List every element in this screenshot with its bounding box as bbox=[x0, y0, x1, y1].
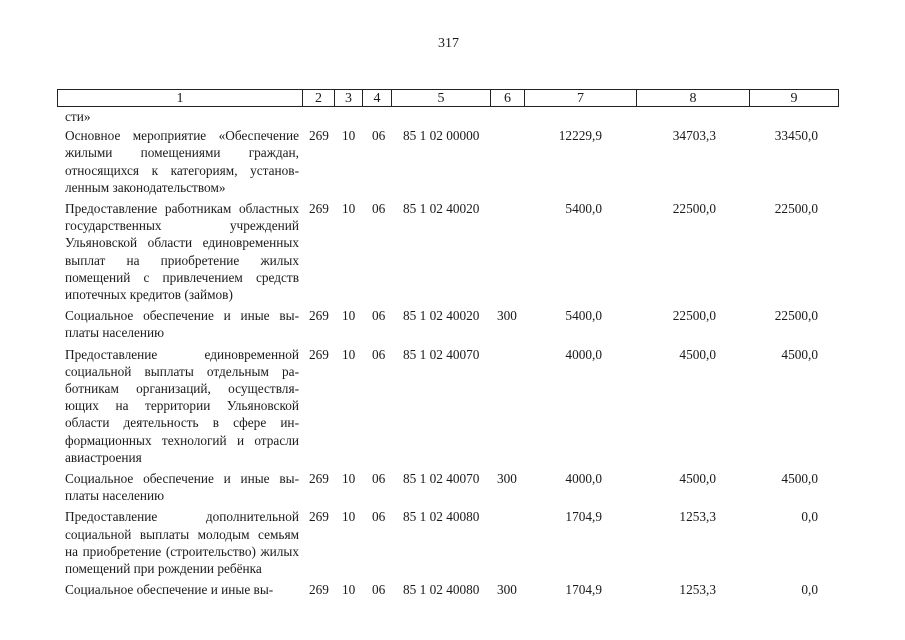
row-col-4: 06 bbox=[372, 201, 386, 217]
row-col-8: 22500,0 bbox=[672, 308, 716, 324]
row-col-7: 4000,0 bbox=[565, 471, 602, 487]
row-col-8: 22500,0 bbox=[672, 201, 716, 217]
row-description: Предоставление дополнительной социальной выплаты молодым семьям на приобретение (строительство) жилых помещений при рождении ребёнка bbox=[65, 509, 299, 577]
row-col-2: 269 bbox=[309, 509, 329, 525]
table-row bbox=[0, 200, 905, 303]
table-body bbox=[0, 108, 905, 598]
row-col-9: 22500,0 bbox=[774, 308, 818, 324]
row-col-7: 1704,9 bbox=[565, 582, 602, 598]
row-col-8: 34703,3 bbox=[672, 128, 716, 144]
header-col-4: 4 bbox=[363, 90, 392, 106]
table-row bbox=[0, 470, 905, 504]
row-col-8: 4500,0 bbox=[679, 346, 716, 362]
row-col-7: 5400,0 bbox=[565, 308, 602, 324]
row-col-2: 269 bbox=[309, 346, 329, 362]
table-row bbox=[0, 127, 905, 196]
header-col-7: 7 bbox=[525, 90, 637, 106]
row-col-3: 10 bbox=[342, 128, 356, 144]
row-col-6: 300 bbox=[497, 582, 517, 598]
page-number: 317 bbox=[438, 36, 459, 51]
row-description: Социальное обеспечение и иные вы- bbox=[65, 582, 274, 598]
row-col-8: 1253,3 bbox=[679, 509, 716, 525]
row-description: Предоставление работникам областных государственных учреждений Ульяновской области единовременных выплат на приобретение жилых помещений с привлечением средств ипотечных кредитов (займов) bbox=[65, 201, 299, 303]
row-col-3: 10 bbox=[342, 346, 356, 362]
row-col-7: 12229,9 bbox=[558, 128, 602, 144]
row-col-9: 33450,0 bbox=[774, 128, 818, 144]
row-col-7: 5400,0 bbox=[565, 201, 602, 217]
row-col-6: 300 bbox=[497, 308, 517, 324]
header-col-2: 2 bbox=[303, 90, 335, 106]
row-description: Социальное обеспечение и иные выплаты населению bbox=[65, 308, 299, 341]
row-col-3: 10 bbox=[342, 201, 356, 217]
row-col-8: 1253,3 bbox=[679, 582, 716, 598]
row-col-3: 10 bbox=[342, 308, 356, 324]
table-header bbox=[57, 89, 839, 107]
row-col-5: 85 1 02 40020 bbox=[403, 308, 480, 324]
row-description: Основное мероприятие «Обеспечение жилыми помещениями граждан, относящихся к категориям, установленным законодательством» bbox=[65, 128, 299, 195]
header-col-8: 8 bbox=[637, 90, 750, 106]
row-col-5: 85 1 02 40080 bbox=[403, 582, 480, 598]
header-col-1: 1 bbox=[58, 90, 303, 106]
row-col-5: 85 1 02 40020 bbox=[403, 201, 480, 217]
table-row bbox=[0, 307, 905, 341]
header-col-6: 6 bbox=[491, 90, 525, 106]
row-col-3: 10 bbox=[342, 582, 356, 598]
table-row bbox=[0, 346, 905, 466]
row-col-6: 300 bbox=[497, 471, 517, 487]
row-col-2: 269 bbox=[309, 308, 329, 324]
row-description: сти» bbox=[65, 109, 91, 124]
row-col-9: 4500,0 bbox=[781, 346, 818, 362]
row-description: Социальное обеспечение и иные выплаты населению bbox=[65, 471, 299, 504]
row-col-4: 06 bbox=[372, 582, 386, 598]
row-col-5: 85 1 02 40070 bbox=[403, 471, 480, 487]
row-col-2: 269 bbox=[309, 128, 329, 144]
row-col-9: 0,0 bbox=[801, 582, 818, 598]
row-col-4: 06 bbox=[372, 128, 386, 144]
row-col-2: 269 bbox=[309, 582, 329, 598]
row-col-9: 22500,0 bbox=[774, 201, 818, 217]
table-row bbox=[0, 581, 905, 598]
row-col-7: 1704,9 bbox=[565, 509, 602, 525]
row-col-2: 269 bbox=[309, 201, 329, 217]
row-col-4: 06 bbox=[372, 346, 386, 362]
row-col-4: 06 bbox=[372, 471, 386, 487]
row-description: Предоставление единовременной социальной выплаты отдельным работникам организаций, осуществляющих на территории Ульяновской области деятельность в сфере информационных технологий и отрасли авиастроения bbox=[65, 346, 299, 465]
header-col-3: 3 bbox=[335, 90, 363, 106]
row-col-3: 10 bbox=[342, 471, 356, 487]
table-row bbox=[0, 508, 905, 577]
table-row bbox=[0, 108, 905, 125]
row-col-3: 10 bbox=[342, 509, 356, 525]
row-col-5: 85 1 02 00000 bbox=[403, 128, 480, 144]
header-col-5: 5 bbox=[392, 90, 491, 106]
row-col-5: 85 1 02 40080 bbox=[403, 509, 480, 525]
row-col-2: 269 bbox=[309, 471, 329, 487]
row-col-9: 0,0 bbox=[801, 509, 818, 525]
row-col-9: 4500,0 bbox=[781, 471, 818, 487]
row-col-4: 06 bbox=[372, 308, 386, 324]
row-col-7: 4000,0 bbox=[565, 346, 602, 362]
row-col-8: 4500,0 bbox=[679, 471, 716, 487]
row-col-4: 06 bbox=[372, 509, 386, 525]
header-col-9: 9 bbox=[790, 91, 798, 106]
row-col-5: 85 1 02 40070 bbox=[403, 346, 480, 362]
